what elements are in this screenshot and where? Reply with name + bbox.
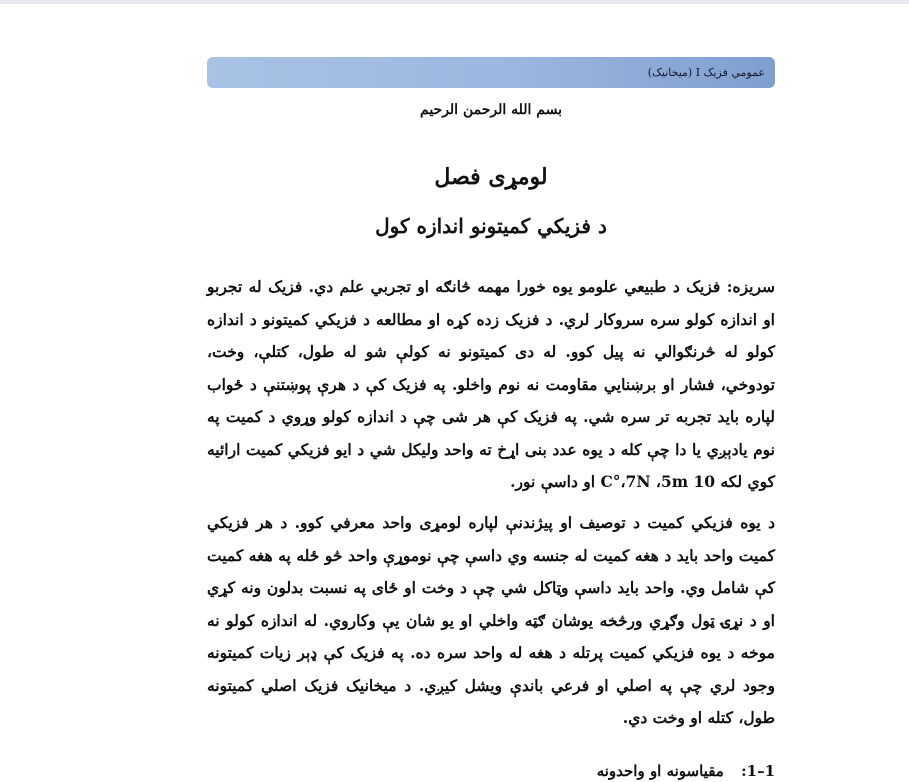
subsection-title: مقياسونه او واحدونه xyxy=(596,762,724,780)
bismillah: بسم الله الرحمن الرحيم xyxy=(420,102,562,118)
subsection-number: 1–1: xyxy=(741,762,775,780)
section-title: د فزيکي کميتونو اندازه کول xyxy=(375,214,607,238)
top-strip xyxy=(0,0,909,4)
chapter-title: لومړی فصل xyxy=(434,164,548,190)
header-book-title: عمومي فزيک I (ميخانيک) xyxy=(647,66,765,79)
intro-paragraph xyxy=(207,271,775,499)
intro-lead: سريزه: xyxy=(726,277,775,296)
subsection-heading xyxy=(207,762,775,780)
intro-body: فزيک د طبيعي علومو يوه خورا مهمه څانګه او تجربي علم دي. فزيک له تجربو او اندازه کولو سره سروکار لري. د فزيک زده کړه او مطالعه د فزيکي کميتونو د اندازه کولو له څرنګوالي نه پيل کوو. له دی کميتونو نه کولې شو له طول، کتلې، وخت، تودوخي، فشار او برښنايي مقاومت نه نوم واخلو. په فزيک کې د هرې پوښتنې د ځواب لپاره بايد تجربه تر سره شي. په فزيک کې هر شی چې د اندازه کولو وړوي د کميت په نوم يادېږي يا دا چې کله د يوه عدد بنی اړخ ته واحد وليکل شي د ايو فزيکي کميت ارائيه کوي لکه 10 C°،7N ،5m او داسې نور. xyxy=(207,277,775,491)
units-paragraph: د يوه فزيکي کميت د توصيف او پيژندنې لپاره لومړی واحد معرفي کوو. د هر فزيکي کميت واحد بايد د هغه کميت له جنسه وي داسې چې نوموړې واحد څو ځله په هغه کميت کې شامل وي. واحد بايد داسې وټاکل شي چې د وخت او ځای په نسبت بدلون ونه کړي او د نړۍ ټول وګړي ورڅخه يوشان ګټه واخلي او يو شان يې وکاروي. له اندازه کولو نه موخه د يوه فزيکي کميت پرتله د هغه له واحد سره ده. په فزيک کې ډېر زيات کميتونه وجود لري چې په اصلي او فرعي باندې ويشل کيږي. د ميخانيک فزيک اصلي کميتونه طول، کتله او وخت دي. xyxy=(207,513,775,727)
page-header-band xyxy=(207,57,775,88)
